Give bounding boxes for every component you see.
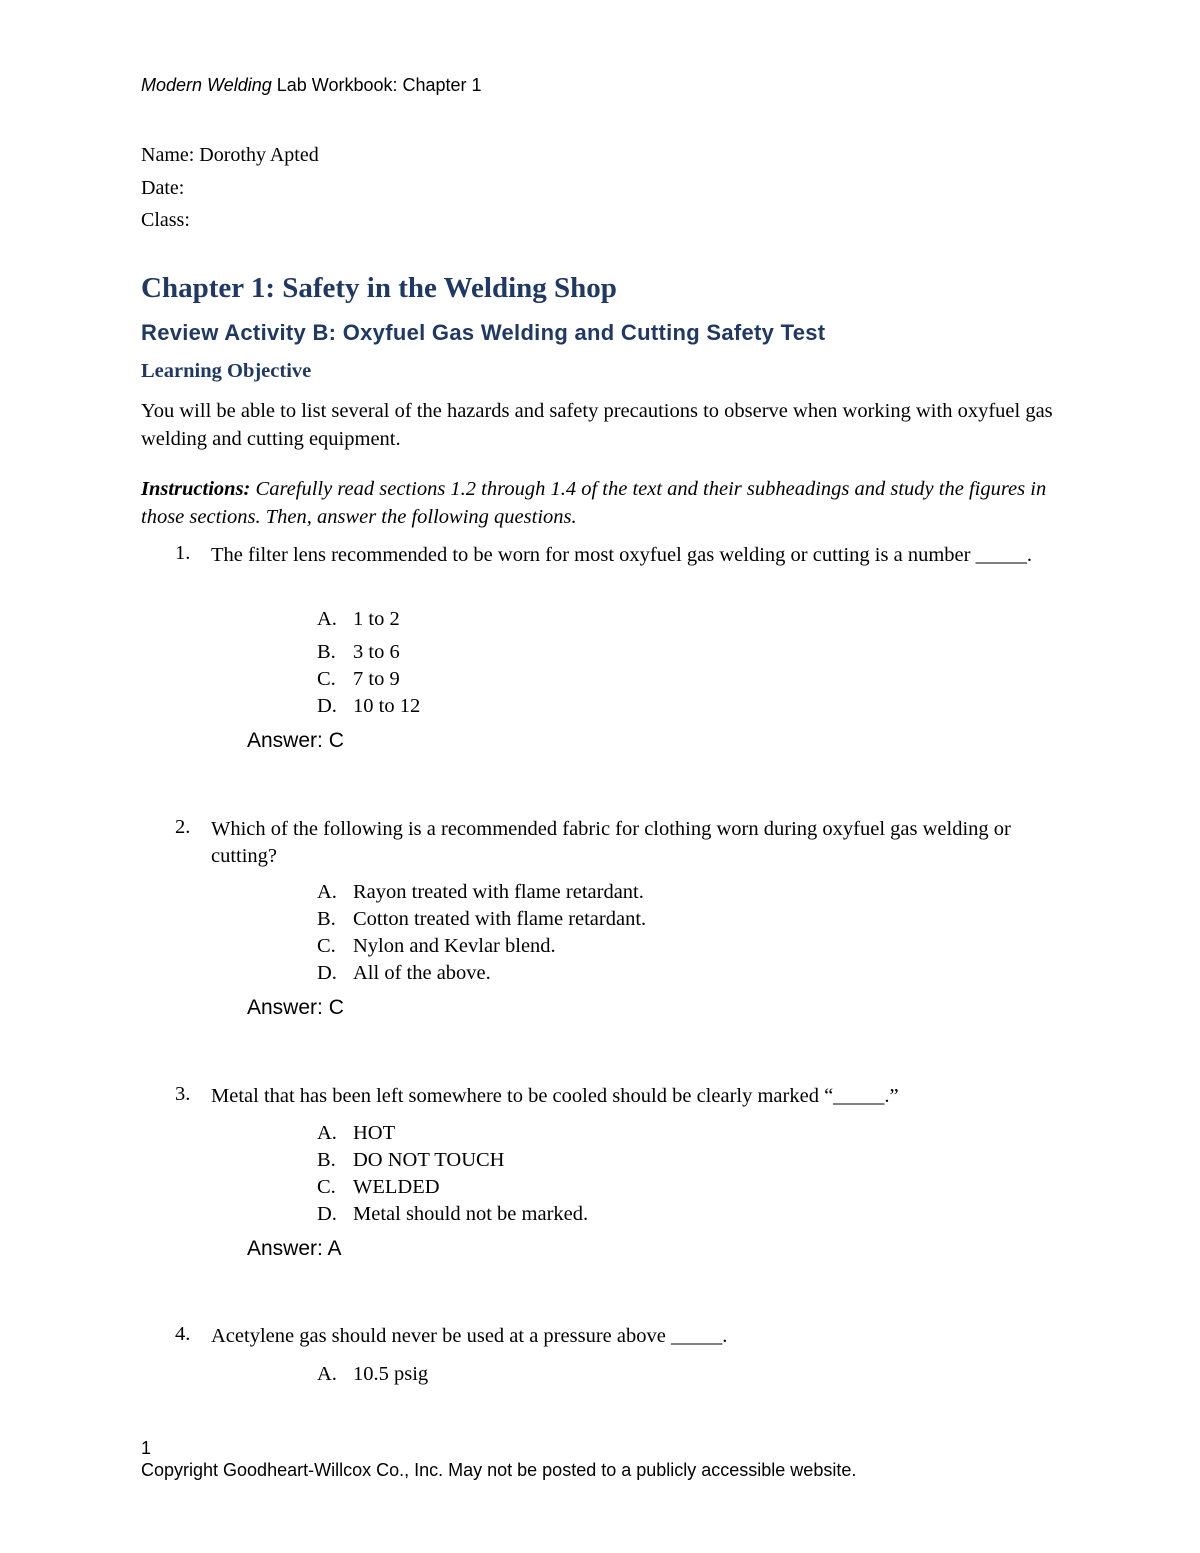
option-text: 3 to 6 <box>353 641 400 663</box>
name-field: Name: Dorothy Apted <box>141 144 319 166</box>
option-text: DO NOT TOUCH <box>353 1149 505 1171</box>
answer-line: Answer: A <box>247 1237 342 1260</box>
option-letter: C. <box>317 935 336 957</box>
copyright-notice: Copyright Goodheart-Willcox Co., Inc. May not be posted to a publicly accessible website. <box>141 1460 857 1480</box>
question-number: 2. <box>175 816 191 838</box>
answer-line: Answer: C <box>247 729 344 752</box>
option-letter: A. <box>317 608 337 630</box>
option-letter: B. <box>317 641 336 663</box>
learning-objective-heading: Learning Objective <box>141 360 312 382</box>
option-text: Metal should not be marked. <box>353 1203 589 1225</box>
option-text: HOT <box>353 1122 396 1144</box>
question-text: Acetylene gas should never be used at a pressure above _____. <box>211 1325 728 1347</box>
option-text: Rayon treated with flame retardant. <box>353 881 644 903</box>
learning-objective-text: You will be able to list several of the hazards and safety precautions to observe when working with oxyfuel gas welding and cutting equipment. <box>141 400 1053 450</box>
option-letter: A. <box>317 1122 337 1144</box>
question-text: The filter lens recommended to be worn for most oxyfuel gas welding or cutting is a number _____. <box>211 544 1032 566</box>
question-number: 1. <box>175 542 191 564</box>
chapter-title: Chapter 1: Safety in the Welding Shop <box>141 272 617 304</box>
question-number: 3. <box>175 1083 191 1105</box>
instructions <box>141 475 1071 531</box>
option-letter: D. <box>317 962 337 984</box>
option-text: 1 to 2 <box>353 608 400 630</box>
instructions-label: Instructions: <box>141 478 251 500</box>
option-text: 10 to 12 <box>353 695 421 717</box>
option-letter: A. <box>317 881 337 903</box>
question-text: Metal that has been left somewhere to be cooled should be clearly marked “_____.” <box>211 1085 899 1107</box>
option-letter: A. <box>317 1363 337 1385</box>
activity-title: Review Activity B: Oxyfuel Gas Welding and Cutting Safety Test <box>141 320 826 345</box>
option-letter: D. <box>317 695 337 717</box>
question-number: 4. <box>175 1323 191 1345</box>
answer-line: Answer: C <box>247 996 344 1019</box>
option-letter: B. <box>317 908 336 930</box>
instructions-text: Carefully read sections 1.2 through 1.4 of the text and their subheadings and study the figures in those sections. Then, answer the following questions. <box>141 478 1047 528</box>
option-letter: C. <box>317 1176 336 1198</box>
book-title: Modern Welding <box>141 75 272 95</box>
class-field: Class: <box>141 209 190 231</box>
option-text: Nylon and Kevlar blend. <box>353 935 556 957</box>
option-text: 10.5 psig <box>353 1363 429 1385</box>
running-header <box>141 75 482 96</box>
option-letter: B. <box>317 1149 336 1171</box>
option-text: All of the above. <box>353 962 491 984</box>
option-letter: D. <box>317 1203 337 1225</box>
option-letter: C. <box>317 668 336 690</box>
question-text: Which of the following is a recommended fabric for clothing worn during oxyfuel gas welding or cutting? <box>211 818 1011 867</box>
date-field: Date: <box>141 177 185 199</box>
header-chapter: Lab Workbook: Chapter 1 <box>271 75 482 95</box>
option-text: WELDED <box>353 1176 440 1198</box>
page-number: 1 <box>141 1438 152 1458</box>
option-text: 7 to 9 <box>353 668 400 690</box>
option-text: Cotton treated with flame retardant. <box>353 908 647 930</box>
